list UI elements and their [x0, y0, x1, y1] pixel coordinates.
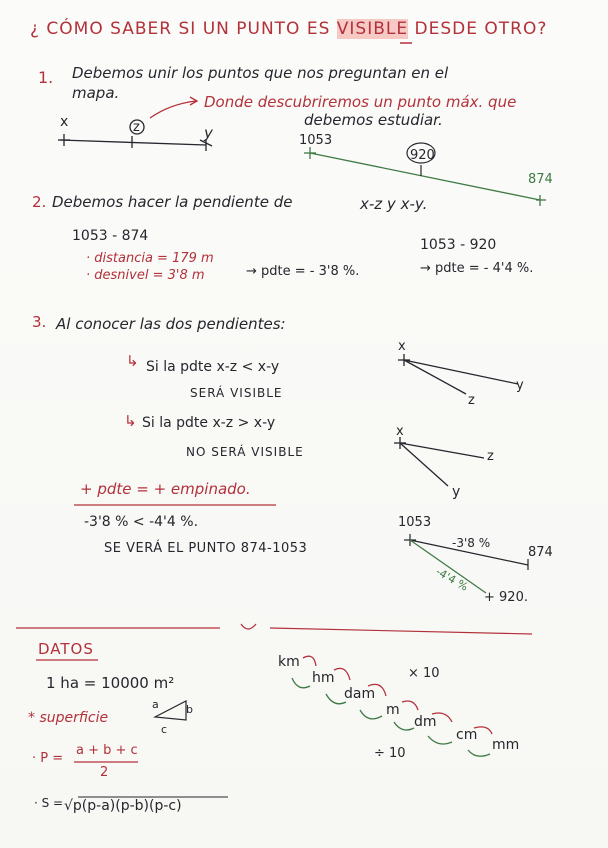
diagram2-label-874: 874 [528, 172, 553, 187]
perimeter-label: · P = [32, 751, 64, 766]
step1-number: 1. [38, 68, 54, 87]
diag-hidden-lines [394, 437, 484, 486]
area-label: · S = [34, 796, 64, 810]
perimeter-numerator: a + b + c [76, 743, 138, 758]
step2-number: 2. [32, 193, 47, 211]
step1-note-line1: Donde descubriremos un punto máx. que [204, 93, 517, 111]
slope1-drop: · desnivel = 3'8 m [86, 268, 205, 283]
slope1-distance: · distancia = 179 m [86, 251, 214, 266]
step3-text: Al conocer las dos pendientes: [56, 315, 286, 333]
heron-formula: √p(p-a)(p-b)(p-c) [64, 798, 182, 814]
diag-visible-x: x [398, 339, 406, 354]
case2-condition: Si la pdte x-z > x-y [142, 415, 276, 431]
perimeter-denominator: 2 [100, 765, 109, 780]
title-highlight: VISIBLE [336, 19, 409, 39]
diag3-slope1: -3'8 % [452, 536, 491, 550]
hectare-equivalence: 1 ha = 10000 m² [46, 674, 175, 692]
note-arrow [150, 101, 196, 118]
case1-condition: Si la pdte x-z < x-y [146, 359, 280, 375]
section-divider [16, 624, 532, 634]
step1-note-line2: debemos estudiar. [304, 111, 443, 129]
diag3-label-1053: 1053 [398, 515, 432, 530]
case1-arrow: ↳ [126, 352, 139, 370]
slope1-result: → pdte = - 3'8 %. [246, 264, 360, 279]
datos-heading: DATOS [38, 640, 94, 658]
step2-formula: x-z y x-y. [360, 195, 428, 213]
diag-hidden-y: y [452, 484, 461, 500]
step1-text-line1: Debemos unir los puntos que nos preguntan en el [72, 64, 449, 82]
step1-text-line2: mapa. [72, 84, 120, 102]
triangle-side-a: a [152, 698, 159, 711]
slope2-title: 1053 - 920 [420, 237, 497, 253]
divide-by-10: ÷ 10 [374, 746, 406, 761]
multiply-by-10: × 10 [408, 666, 440, 681]
diagram2-label-1053: 1053 [299, 133, 333, 148]
unit-m: m [386, 702, 400, 718]
unit-dm: dm [414, 714, 437, 730]
diag-hidden-x: x [396, 424, 404, 439]
triangle-sketch [155, 701, 186, 720]
unit-hm: hm [312, 670, 335, 686]
unit-dam: dam [344, 686, 376, 702]
diag3-label-874: 874 [528, 545, 553, 560]
slope2-result: → pdte = - 4'4 %. [420, 261, 534, 276]
unit-km: km [278, 654, 300, 670]
diag-visible-z: z [468, 393, 475, 408]
triangle-side-b: b [186, 703, 193, 716]
case2-arrow: ↳ [124, 412, 137, 430]
unit-arrows-down [303, 656, 492, 734]
steepness-rule: + pdte = + empinado. [80, 480, 251, 498]
step3-number: 3. [32, 313, 47, 331]
diag3-label-920: + 920. [484, 590, 528, 605]
case2-result: NO SERÁ VISIBLE [186, 445, 304, 459]
diag-visible-y: y [516, 378, 524, 393]
diagram2-line [304, 147, 546, 206]
diag-hidden-z: z [487, 449, 494, 464]
triangle-side-c: c [161, 723, 168, 736]
diagram1-label-z: z [133, 120, 140, 135]
diagram2-label-920: 920 [410, 148, 435, 163]
unit-cm: cm [456, 727, 478, 743]
diagram1-line [58, 120, 212, 151]
diagram1-label-x: x [60, 114, 69, 130]
surface-label: * superficie [28, 710, 109, 726]
visibility-conclusion: SE VERÁ EL PUNTO 874-1053 [104, 541, 308, 556]
diag3-slope2: -4'4 % [433, 565, 471, 594]
case1-result: SERÁ VISIBLE [190, 386, 283, 400]
unit-arrows-up [292, 678, 490, 756]
unit-mm: mm [492, 737, 520, 753]
diag-visible-lines [398, 354, 518, 394]
diagram1-label-y: y [204, 124, 213, 142]
step2-text: Debemos hacer la pendiente de [52, 193, 293, 211]
title-end: DESDE OTRO? [408, 19, 548, 39]
slope-comparison: -3'8 % < -4'4 %. [84, 514, 199, 530]
slope1-title: 1053 - 874 [72, 228, 149, 244]
diag3-lines [404, 534, 528, 570]
title-start: ¿ CÓMO SABER SI UN PUNTO ES [30, 19, 337, 39]
